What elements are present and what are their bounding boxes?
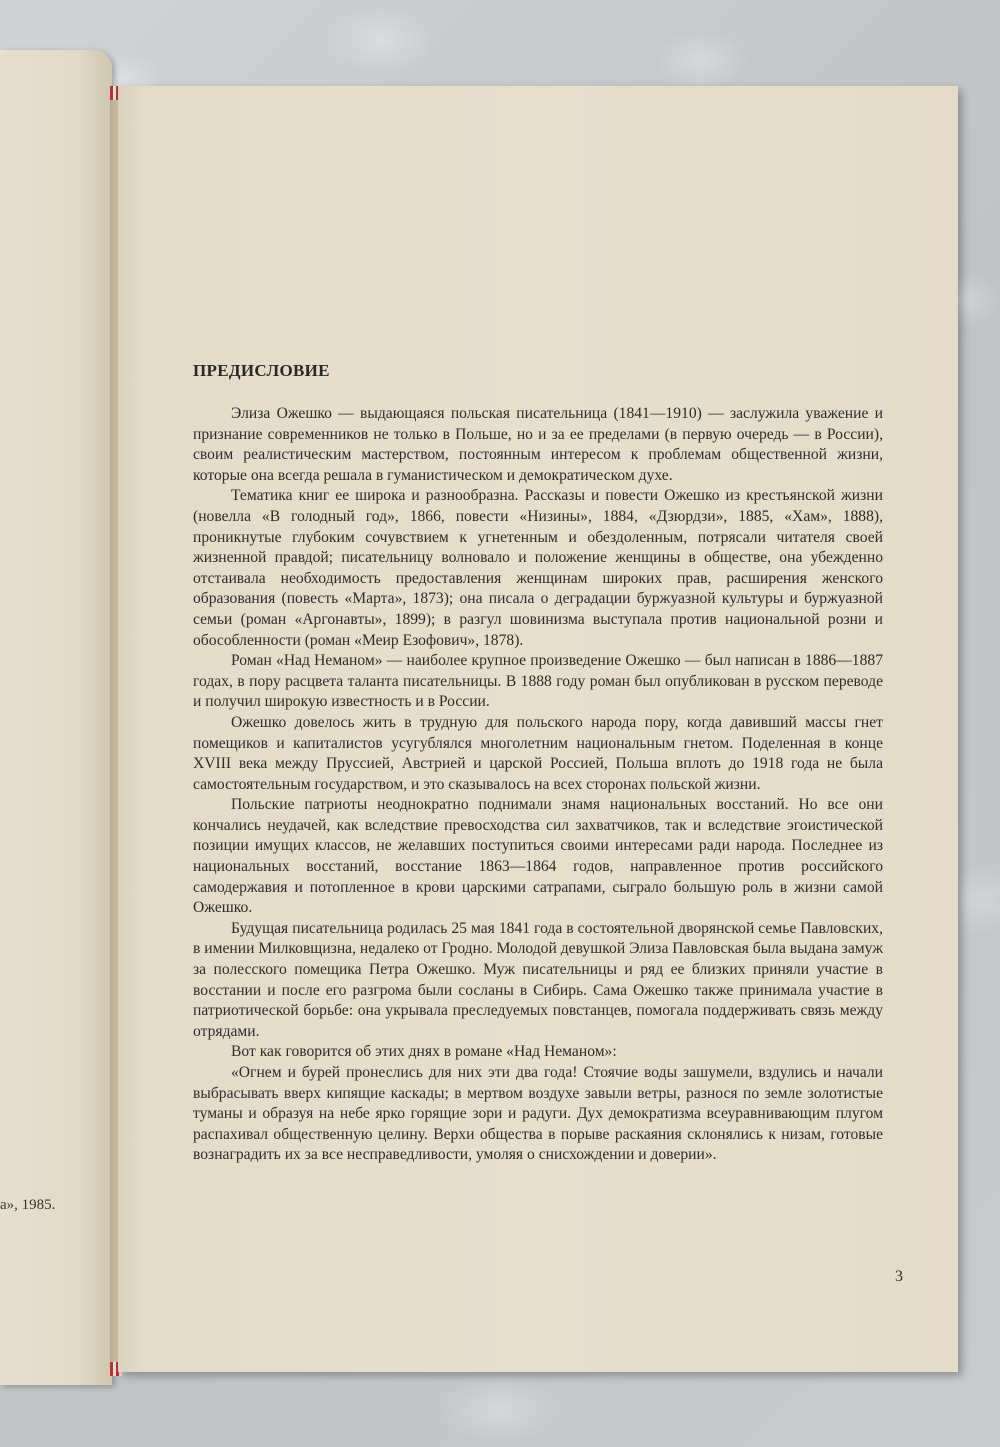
paragraph: Польские патриоты неоднократно поднимали знамя национальных восстаний. Но все они кончались неудачей, как вследствие превосходства сил захватчиков, так и вследствие эгоистической позиции имущих классов, не желавших поступиться своими интересами ради народа. Последнее из национальных восстаний, восстание 1863—1864 годов, направленное против российского самодержавия и потопленное в крови царскими сатрапами, сыграло большую роль в жизни самой Ожешко. [193,796,883,917]
paragraph: Ожешко довелось жить в трудную для польского народа пору, когда давивший массы гнет помещиков и капиталистов усугублялся многолетним национальным гнетом. Поделенная в конце XVIII века между Пруссией, Австрией и царской Россией, Польша вплоть до 1918 года не была самостоятельным государством, и это сказывалось на всех сторонах польской жизни. [193,713,883,793]
page-number: 3 [895,1268,903,1285]
paragraph: Будущая писательница родилась 25 мая 1841 года в состоятельной дворянской семье Павловских, в имении Милковщизна, недалеко от Гродно. Молодой девушкой Элиза Павловская была выдана замуж за полесского помещика Петра Ожешко. Муж писательницы и ряд ее близких приняли участие в восстании и после его разгрома были сосланы в Сибирь. Сама Ожешко также принимала участие в патриотической борьбе: она укрывала преследуемых повстанцев, помогала поддерживать связь между отрядами. [193,919,883,1040]
left-page [0,50,112,1385]
paragraph: Роман «Над Неманом» — наиболее крупное произведение Ожешко — был написан в 1886—1887 годах, в пору расцвета таланта писательницы. В 1888 году роман был опубликован в русском переводе и получил широкую известность и в России. [193,652,883,711]
paragraph: Элиза Ожешко — выдающаяся польская писательница (1841—1910) — заслужила уважение и признание современников не только в Польше, но и за ее пределами (в первую очередь — в России), своим реалистическим мастерством, постоянным интересом к проблемам общественной жизни, которые она всегда решала в гуманистическом и демократическом духе. [193,405,883,484]
paragraph: Вот как говорится об этих днях в романе «Над Неманом»: [231,1043,617,1061]
left-page-fragment: а», 1985. [0,1197,56,1213]
page-heading: ПРЕДИСЛОВИЕ [193,361,330,380]
quote-paragraph: «Огнем и бурей пронеслись для них эти два года! Стоячие воды зашумели, вздулись и начали выбрасывать вверх кипящие каскады; в мертвом воздухе завыли ветры, разнося по земле золотистые туманы и образуя на небе ярко горящие зори и радуги. Дух демократизма всеуравнивающим плугом распахивал общественную целину. Верхи общества в порыве раскаяния склонялись к низам, готовые вознаградить их за все несправедливости, умоляя о снисхождении и доверии». [193,1064,883,1164]
paragraph: Тематика книг ее широка и разнообразна. Рассказы и повести Ожешко из крестьянской жизни (новелла «В голодный год», 1866, повести «Низины», 1884, «Дзюрдзи», 1885, «Хам», 1888), проникнутые глубоким сочувствием к угнетенным и обездоленным, потрясали читателя своей жизненной правдой; писательницу волновало и положение женщины в обществе, она убежденно отстаивала необходимость предоставления женщинам широких прав, расширения женского образования (повесть «Марта», 1873); она писала о деградации буржуазной культуры и буржуазной семьи (роман «Аргонавты», 1899); в разгул шовинизма выступала против национальной розни и обособленности (роман «Меир Езофович», 1878). [193,487,883,649]
body-text [193,404,883,1166]
